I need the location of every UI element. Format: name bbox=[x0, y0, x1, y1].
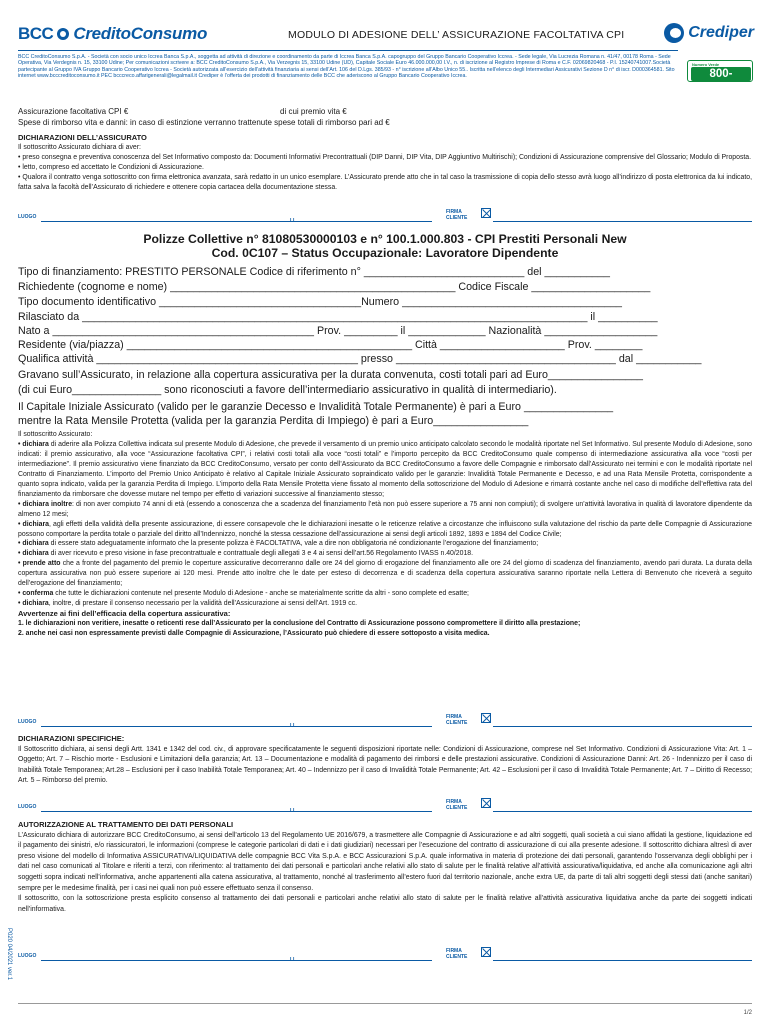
page-number: 1/2 bbox=[743, 1010, 752, 1016]
form-line-birth[interactable]: Nato a ____________________________________________ Prov. _________ il _____________ Nazionalità ___________________ bbox=[18, 325, 658, 337]
date-label: LI bbox=[290, 218, 295, 224]
signature-mark-icon bbox=[481, 947, 491, 957]
insured-statements-intro: Il sottoscritto Assicurato: bbox=[18, 431, 93, 438]
signature-mark-icon bbox=[481, 713, 491, 723]
reimbursement-fees-label: Spese di rimborso vita e danni: in caso di estinzione verranno trattenute spese totali di rimborso pari ad € bbox=[18, 118, 390, 127]
crediper-logo bbox=[664, 23, 754, 43]
place-field[interactable] bbox=[41, 811, 297, 812]
place-field[interactable] bbox=[41, 221, 297, 222]
insured-declaration-item: • Qualora il contratto venga sottoscritto con firma elettronica avanzata, sarà redatto in un unico esemplare. L’Assicurato prende atto che in tal caso la trasmissione di copia dello stesso avrà luogo all’indirizzo di posta elettronica da lui indicato, fatta salva la facoltà dell’Assicurato di richiedere e ottenere copia cartacea della documentazione stessa. bbox=[18, 173, 752, 191]
insured-declaration-item: • preso consegna e preventiva conoscenza del Set Informativo composto da: Documenti Informativi Precontrattuali (DIP Danni, DIP Vita, DIP Aggiuntivo Multirischi); Condizioni di Assicurazione comprensive del Glossario; Modulo di Proposta. bbox=[18, 153, 752, 161]
footer-divider bbox=[18, 1003, 752, 1004]
place-label: LUOGO bbox=[18, 214, 37, 220]
specific-declarations bbox=[18, 734, 752, 787]
place-field[interactable] bbox=[41, 960, 297, 961]
warning-item: 1. le dichiarazioni non veritiere, inesatte o reticenti rese dall’Assicurato per la conclusione del Contratto di Assicurazione possono compromettere il diritto alla prestazione; bbox=[18, 620, 581, 628]
specific-declarations-heading: DICHIARAZIONI SPECIFICHE: bbox=[18, 734, 125, 743]
signature-mark-icon bbox=[481, 208, 491, 218]
specific-declarations-text: Il Sottoscritto dichiara, ai sensi degli Artt. 1341 e 1342 del cod. civ., di approvare specificatamente le seguenti disposizioni riportate nelle: Condizioni di Assicurazione, comprese nel Set Informativo. Condizioni di Assicurazione Vita: Art. 1 – Oggetto; Art. 7 – Rischio morte - Esclusioni e Limitazioni della garanzia; Art. 13 – Documentazione e modalità di pagamento dei rimborsi e delle prestazioni assicurative. Condizioni di Assicurazione Danni: Art. 26 - Indennizzo per il caso di Inabilità Totale Temporanea; Art.28 – Esclusioni per il caso Inabilità Totale Temporanea; Art. 40 – Indennizzo per il caso di Invalidità Totale Permanente; Art. 42 – Esclusioni per il caso di Invalidità Totale Permanente; Art. 7 – Diritto di Recesso; Art. 5 – Rimborso del premio. bbox=[18, 745, 752, 785]
bcc-swoosh-icon bbox=[57, 28, 69, 40]
insured-declarations-heading: DICHIARAZIONI DELL’ASSICURATO bbox=[18, 133, 147, 142]
privacy-authorization bbox=[18, 820, 752, 915]
insured-declaration-item: • letto, compreso ed accettato le Condizioni di Assicurazione. bbox=[18, 163, 204, 171]
warning-item: 2. anche nei casi non espressamente previsti dalle Compagnie di Assicurazione, l’Assicurato può chiedere di essere sottoposto a visita medica. bbox=[18, 630, 490, 638]
signature-row bbox=[18, 946, 752, 976]
insured-declarations bbox=[18, 133, 752, 192]
privacy-consent-text: Il sottoscritto, con la sottoscrizione presta esplicito consenso al trattamento dei dati personali e particolari anche relativi allo stato di salute per le finalità relative all’attività assicurativa liquidativa anche da parte dei soggetti indicati nell’informativa. bbox=[18, 895, 752, 913]
form-line-occupation[interactable]: Qualifica attività ____________________________________________ presso _____________________________________ dal ___________ bbox=[18, 353, 702, 365]
place-label: LUOGO bbox=[18, 953, 37, 959]
client-signature-field[interactable] bbox=[493, 726, 752, 727]
form-line-residence[interactable]: Residente (via/piazza) ________________________________________________ Città _____________________ Prov. ________ bbox=[18, 339, 643, 351]
policy-title-line1: Polizze Collettive n° 81080530000103 e n° 100.1.000.803 - CPI Prestiti Personali New bbox=[143, 232, 627, 246]
place-label: LUOGO bbox=[18, 804, 37, 810]
policy-title-line2: Cod. 0C107 – Status Occupazionale: Lavoratore Dipendente bbox=[211, 246, 559, 260]
toll-free-box bbox=[687, 60, 753, 94]
place-label: LUOGO bbox=[18, 719, 37, 725]
privacy-text: L’Assicurato dichiara di autorizzare BCC CreditoConsumo, ai sensi dell’articolo 13 del Regolamento UE 2016/679, a trasmettere alle Compagnie di Assicurazione e ad altri soggetti, quali società a cui siano affidati la gestione, liquidazione ed il pagamento dei sinistri, e/o riassicuratori, le informazioni (comprese le categorie particolari di dati e i dati giudiziari) necessari per l’esecuzione del contratto di assicurazione di cui alla presente adesione. Il sottoscritto dichiara altresì di aver preso visione del modello di Informativa ASSICURATIVA/LIQUIDATIVA delle compagnie BCC Vita S.p.A. e BCC Assicurazioni S.p.A. quale informativa in materia di protezione dei dati personali, garantendo l’osservanza degli obblighi per i dati nel caso comunicati al Titolare e riferiti a terzi, con riferimento: al trattamento dei dati personali e particolari anche relativi allo stato di salute per le finalità relative all’attività assicurativa/liquidativa, ed anche alla comunicazione agli altri soggetti sopra indicati nell’informativa, anche appartenenti alla catena assicurativa, al trattamento, nonché al trasferimento all’estero fuori dal territorio nazionale, anche extra UE, da parte di tali altri soggetti degli stessi dati (anche sanitari) sempre per le medesime finalità, per i casi nei quali non può essere effettuato senza il consenso. bbox=[18, 831, 752, 892]
client-signature-label: FIRMA CLIENTE bbox=[446, 714, 468, 726]
date-label: LI bbox=[290, 723, 295, 729]
form-code bbox=[2, 928, 12, 998]
date-field[interactable] bbox=[297, 811, 432, 812]
date-field[interactable] bbox=[297, 726, 432, 727]
toll-free-number: 800-990.620 bbox=[691, 67, 751, 81]
insured-statement: • prende atto che a fronte del pagamento del premio le coperture assicurative decorreranno dalle ore 24 del giorno di erogazione del finanziamento alle ore 24 del giorno di scadenza del finanziamento, avendo pari durata. La durata della copertura assicurativa non può essere superiore ai 120 mesi. Prende atto inoltre che le date per esteso di decorrenza e di scadenza della copertura assicurativa saranno riportate nella Lettera di Benvenuto che riceverà a seguito dell’erogazione del finanziamento; bbox=[18, 560, 752, 588]
client-signature-field[interactable] bbox=[493, 960, 752, 961]
policy-title bbox=[18, 232, 752, 260]
form-line-id-document[interactable]: Tipo documento identificativo __________________________________Numero _____________________________________ bbox=[18, 296, 622, 308]
insured-statement: • dichiara, inoltre, di prestare il consenso necessario per la validità dell’Assicurazione ai sensi dell’Art. 1919 cc. bbox=[18, 600, 358, 608]
form-line-applicant[interactable]: Richiedente (cognome e nome) ________________________________________________ Codice Fiscale ____________________ bbox=[18, 281, 651, 293]
date-field[interactable] bbox=[297, 221, 432, 222]
warnings-heading: Avvertenze ai fini dell’efficacia della copertura assicurativa: bbox=[18, 609, 231, 619]
date-label: LI bbox=[290, 808, 295, 814]
insured-statement: • conferma che tutte le dichiarazioni contenute nel presente Modulo di Adesione - anche se materialmente scritte da altri - sono complete ed esatte; bbox=[18, 590, 469, 598]
crediper-mark-icon bbox=[664, 23, 684, 43]
form-line-total-costs[interactable]: Gravano sull’Assicurato, in relazione alla copertura assicurativa per la durata convenuta, costi totali pari ad Euro________________ bbox=[18, 369, 644, 381]
document-title: MODULO DI ADESIONE DELL’ ASSICURAZIONE FACOLTATIVA CPI bbox=[288, 29, 625, 41]
fees-block bbox=[18, 107, 752, 129]
crediper-wordmark: Crediper bbox=[688, 24, 754, 41]
insured-statement: • dichiara, agli effetti della validità della presente assicurazione, di essere consapevole che le dichiarazioni inesatte o le reticenze relative a circostanze che influiscono sulla valutazione del rischio da parte delle Compagnie di Assicurazione possono comportare la perdita totale o parziale del diritto all’Indennizzo, nonché la stessa cessazione dell’assicurazione ai sensi degli articoli 1892, 1893 e 1894 del Codice Civile; bbox=[18, 520, 752, 538]
bcc-logo bbox=[18, 24, 207, 44]
signature-mark-icon bbox=[481, 798, 491, 808]
form-code-text: P020 04/2021 ver.1 bbox=[6, 928, 12, 981]
client-signature-label: FIRMA CLIENTE bbox=[446, 948, 468, 960]
client-signature-field[interactable] bbox=[493, 221, 752, 222]
form-line-intermediary-costs[interactable]: (di cui Euro_______________ sono riconosciuti a favore dell’intermediario assicurativo in qualità di intermediario). bbox=[18, 384, 557, 396]
client-signature-label: FIRMA CLIENTE bbox=[446, 209, 468, 221]
client-signature-field[interactable] bbox=[493, 811, 752, 812]
bcc-brand: BCC bbox=[18, 24, 54, 43]
insurance-fee-label: Assicurazione facoltativa CPI € bbox=[18, 107, 129, 116]
form-line-initial-capital[interactable]: Il Capitale Iniziale Assicurato (valido per le garanzie Decesso e Invalidità Totale Permanente) è pari a Euro _______________ bbox=[18, 401, 614, 413]
header-divider bbox=[18, 50, 678, 51]
insured-statements bbox=[18, 430, 752, 639]
insured-declarations-intro: Il sottoscritto Assicurato dichiara di aver: bbox=[18, 143, 141, 151]
life-premium-label: di cui premio vita € bbox=[280, 107, 347, 116]
insured-statement: • dichiara inoltre: di non aver compiuto 74 anni di età (essendo a conoscenza che a scadenza del finanziamento l’età non può essere superiore a 75 anni non compiuti); di svolgere un’attività lavorativa in qualità di lavoratore dipendente da almeno 12 mesi; bbox=[18, 500, 752, 518]
toll-free-label: Numero Verde bbox=[692, 62, 720, 67]
bcc-sub-brand: CreditoConsumo bbox=[73, 24, 208, 43]
header bbox=[18, 20, 754, 50]
date-field[interactable] bbox=[297, 960, 432, 961]
form-line-financing-type[interactable]: Tipo di finanziamento: PRESTITO PERSONALE Codice di riferimento n° ___________________________ del ___________ bbox=[18, 266, 610, 278]
place-field[interactable] bbox=[41, 726, 297, 727]
insured-statement: • dichiara di essere stato adeguatamente informato che la presente polizza è FACOLTATIVA, vale a dire non obbligatoria né condizionante l’erogazione del finanziamento; bbox=[18, 540, 539, 548]
legal-notice: BCC CreditoConsumo S.p.A. - Società con socio unico Iccrea Banca S.p.A., soggetta ad attività di direzione e coordinamento da parte di Iccrea Banca S.p.A. capogruppo del Gruppo Bancario Cooperativo Iccrea. - Sede legale, Via Lucrezia Romana n. 41/47, 00178 Roma - Sede Operativa, Via Verdegnis n. 15, 33100 Udine; Per comunicazioni scrivere a: BCC CreditoConsumo S.p.A., Via Verzegnis 15, 33100 Udine (UD), Capitale Sociale Euro 46.000.000,00 I.V., n. di iscrizione al Registro Imprese di Roma e C.F. 02069820468 - P.I. 15240741007.Società partecipante al Gruppo IVA Gruppo Bancario Cooperativo Iccrea - Società autorizzata all’esercizio dell’attività finanziaria ai sensi dell’Art. 106 del D.Lgs. 385/93 - n° iscrizione all’Albo Unico 55.. Iscritta nell’elenco degli Intermediari Assicurativi Sezione D n° di iscr. D000364581. Sito internet www.bcccreditoconsumo.it PEC bcccreco.affarigenerali@legalmail.it Crediper è l’offerta dei prodotti di finanziamento delle BCC che aderiscono al Gruppo Bancario Cooperativo Iccrea. bbox=[18, 54, 675, 80]
form-line-monthly-installment[interactable]: mentre la Rata Mensile Protetta (valida per la garanzia Perdita di Impiego) è pari a Euro________________ bbox=[18, 415, 529, 427]
client-signature-label: FIRMA CLIENTE bbox=[446, 799, 468, 811]
form-line-issued-by[interactable]: Rilasciato da _____________________________________________________________________________________ il __________ bbox=[18, 311, 658, 323]
insured-statement: • dichiara di aver ricevuto e preso visione in fase precontrattuale e contrattuale degli allegati 3 e 4 ai sensi dell’art.56 Regolamento IVASS n.40/2018. bbox=[18, 550, 474, 558]
privacy-heading: AUTORIZZAZIONE AL TRATTAMENTO DEI DATI PERSONALI bbox=[18, 820, 234, 829]
insured-statement: • dichiara di aderire alla Polizza Collettiva indicata sul presente Modulo di Adesione, che prevede il versamento di un premio unico anticipato calcolato secondo le modalità riportate nel Set Informativo. Sul presente Modulo di Adesione, sono indicati: il premio assicurativo, alla voce “Assicurazione facoltativa CPI”, i relativi costi totali alla voce “costi totali” e l’importo percepito da BCC CreditoConsumo quale compenso di intermediazione assicurativa alla voce “costi per intermediazione”. Il premio assicurativo viene finanziato da BCC CreditoConsumo, versato per conto dell’Assicurato da BCC CreditoConsumo a favore delle Compagnie e rimborsato dall’Assicurato nei termini e con le modalità riportate nel Contratto di Finanziamento. L’importo del Premio Unico Anticipato è relativo al Capitale Iniziale Assicurato sopraindicato valido per le garanzie: Invalidità Totale Permanente e Decesso, e ad una Rata Mensile Protetta, corrispondente a quanto sopra indicato, valida per la garanzia Perdita di Impiego. L’importo della Rata Mensile Protetta viene fissato al momento della sottoscrizione del Modulo di Adesione e rimarrà costante anche nel caso di modifiche dell’effettiva rata del finanziamento da rimborsare che dovesse mutare nel tempo per effetto di variazioni successive al finanziamento stesso; bbox=[18, 440, 752, 498]
date-label: LI bbox=[290, 957, 295, 963]
